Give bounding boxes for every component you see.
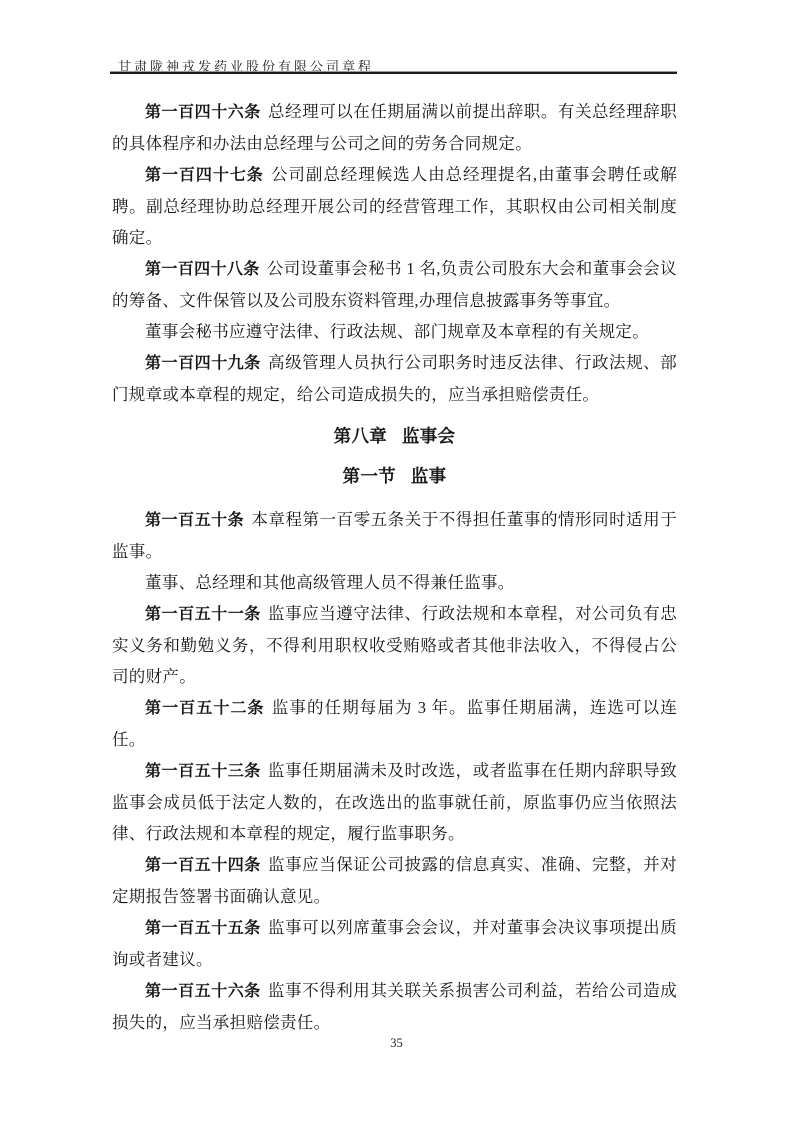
- body-paragraph: [112, 567, 677, 598]
- paragraph-text: 监事的任期每届为 3 年。监事任期届满，连选可以连任。: [112, 698, 678, 749]
- section-heading: [112, 461, 677, 492]
- paragraph-text: 监事应当保证公司披露的信息真实、准确、完整，并对定期报告签署书面确认意见。: [112, 855, 677, 906]
- article-number: 第一百四十八条: [145, 261, 260, 278]
- article-paragraph: [112, 692, 677, 755]
- paragraph-text: 公司副总经理候选人由总经理提名,由董事会聘任或解聘。副总经理协助总经理开展公司的经营管理工作，其职权由公司相关制度确定。: [112, 165, 677, 247]
- paragraph-text: 监事任期届满未及时改选，或者监事在任期内辞职导致监事会成员低于法定人数的，在改选出的监事就任前，原监事仍应当依照法律、行政法规和本章程的规定，履行监事职务。: [112, 761, 677, 843]
- paragraph-text: 董事会秘书应遵守法律、行政法规、部门规章及本章程的有关规定。: [145, 322, 649, 341]
- header-rule: [110, 71, 677, 74]
- paragraph-text: 监事不得利用其关联关系损害公司利益，若给公司造成损失的，应当承担赔偿责任。: [112, 981, 677, 1032]
- article-paragraph: [112, 253, 677, 316]
- article-paragraph: [112, 755, 677, 849]
- article-paragraph: [112, 912, 677, 975]
- article-number: 第一百五十三条: [145, 763, 261, 780]
- article-paragraph: [112, 598, 677, 692]
- article-number: 第一百四十七条: [145, 167, 264, 184]
- article-paragraph: [112, 849, 677, 912]
- article-number: 第一百五十五条: [145, 920, 261, 937]
- article-paragraph: [112, 159, 677, 253]
- article-number: 第一百五十六条: [145, 983, 261, 1000]
- article-paragraph: [112, 347, 677, 410]
- paragraph-text: 监事可以列席董事会会议，并对董事会决议事项提出质询或者建议。: [112, 918, 677, 969]
- page-number: 35: [390, 1036, 403, 1050]
- chapter-heading: [112, 421, 677, 452]
- article-number: 第一百五十条: [145, 512, 245, 529]
- page-header-title: 甘肃陇神戎发药业股份有限公司章程: [118, 59, 375, 74]
- document-body: [112, 96, 677, 1038]
- paragraph-text: 董事、总经理和其他高级管理人员不得兼任监事。: [145, 573, 515, 592]
- article-number: 第一百五十二条: [145, 700, 265, 717]
- section-title: 监事: [410, 466, 447, 486]
- paragraph-text: 监事应当遵守法律、行政法规和本章程，对公司负有忠实义务和勤勉义务，不得利用职权收受贿赂或者其他非法收入，不得侵占公司的财产。: [112, 604, 677, 686]
- article-paragraph: [112, 975, 677, 1038]
- paragraph-text: 公司设董事会秘书 1 名,负责公司股东大会和董事会会议的筹备、文件保管以及公司股东资料管理,办理信息披露事务等事宜。: [112, 259, 677, 310]
- article-number: 第一百五十一条: [145, 606, 261, 623]
- body-paragraph: [112, 316, 677, 347]
- article-number: 第一百五十四条: [145, 857, 261, 874]
- article-paragraph: [112, 504, 677, 567]
- article-paragraph: [112, 96, 677, 159]
- chapter-number: 第八章: [333, 426, 388, 446]
- paragraph-text: 本章程第一百零五条关于不得担任董事的情形同时适用于监事。: [112, 510, 677, 561]
- paragraph-text: 总经理可以在任期届满以前提出辞职。有关总经理辞职的具体程序和办法由总经理与公司之间的劳务合同规定。: [112, 102, 677, 153]
- article-number: 第一百四十六条: [145, 104, 261, 121]
- section-number: 第一节: [342, 466, 396, 486]
- chapter-title: 监事会: [401, 426, 456, 446]
- article-number: 第一百四十九条: [145, 355, 261, 372]
- paragraph-text: 高级管理人员执行公司职务时违反法律、行政法规、部门规章或本章程的规定，给公司造成损失的，应当承担赔偿责任。: [112, 353, 677, 404]
